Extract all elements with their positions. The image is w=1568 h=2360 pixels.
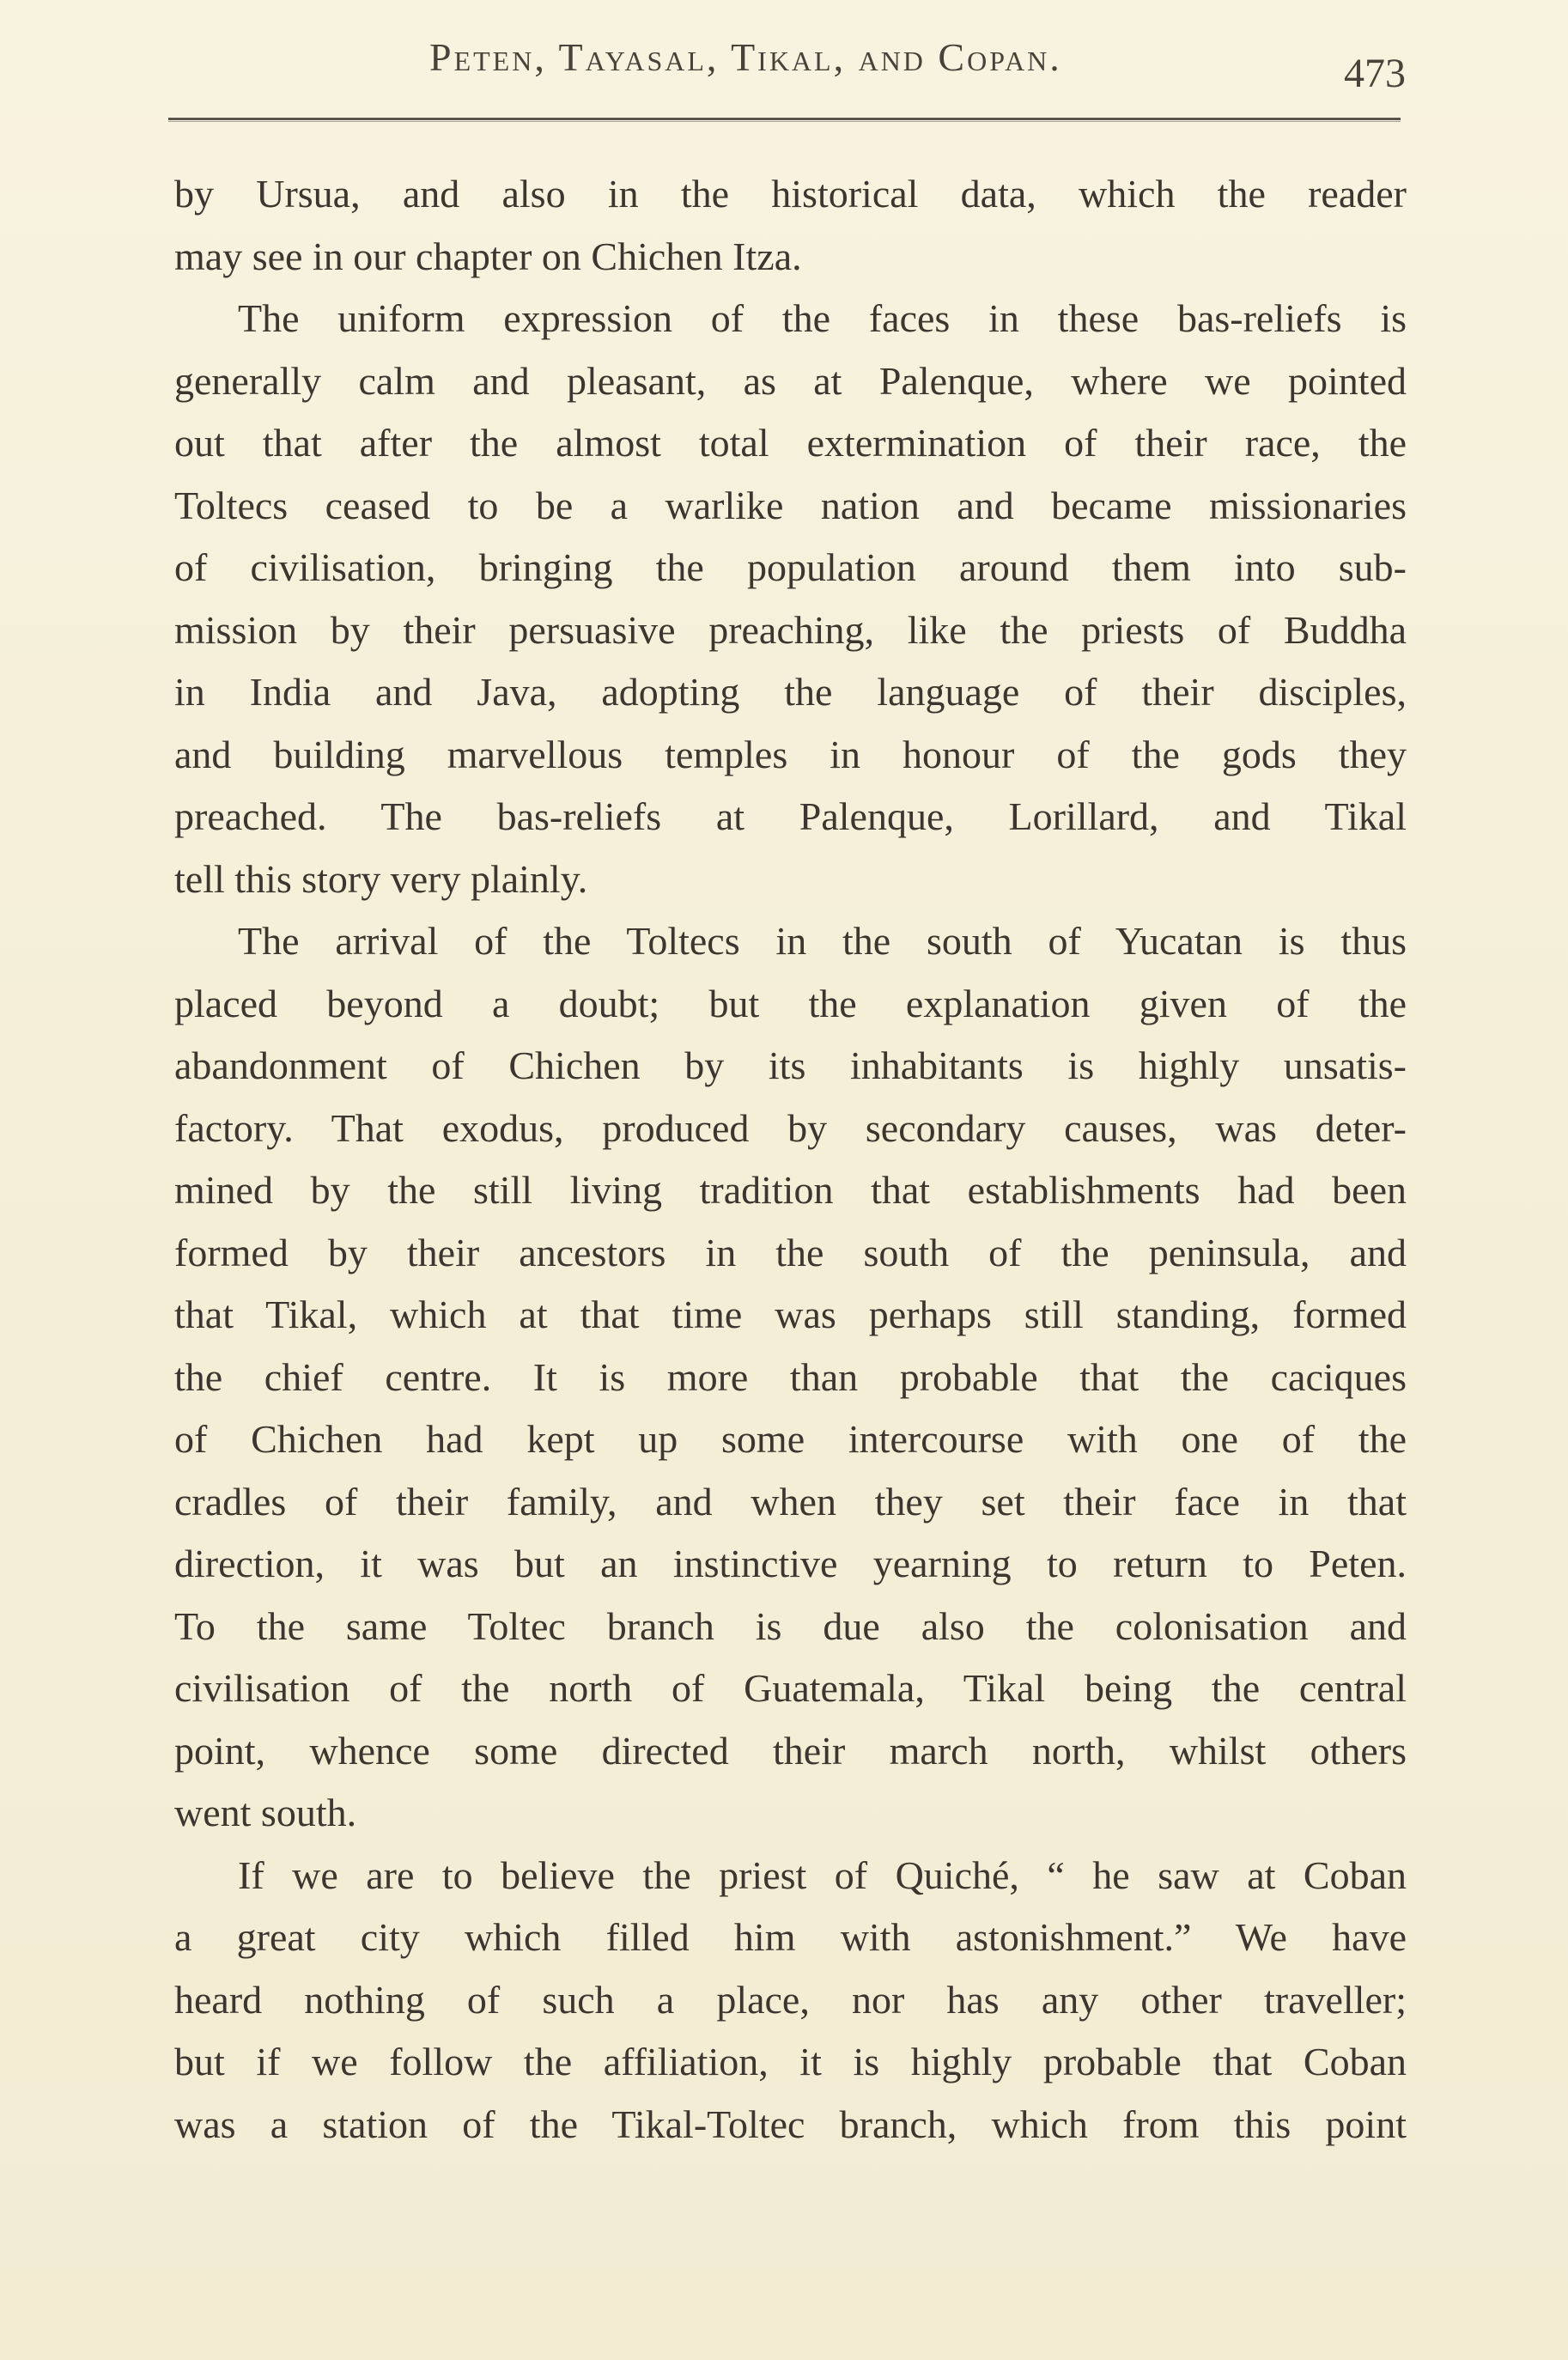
text-line: that Tikal, which at that time was perhaps still standing, formed <box>174 1293 1407 1336</box>
text-line: mined by the still living tradition that establishments had been <box>174 1168 1407 1212</box>
text-line: The uniform expression of the faces in these bas-reliefs is <box>238 296 1407 340</box>
text-line: cradles of their family, and when they set their face in that <box>174 1479 1407 1524</box>
text-line: generally calm and pleasant, as at Palenque, where we pointed <box>174 358 1407 403</box>
text-line: but if we follow the affiliation, it is highly probable that Coban <box>174 2040 1407 2083</box>
text-line: a great city which filled him with astonishment.” We have <box>174 1915 1407 1959</box>
text-line: may see in our chapter on Chichen Itza. <box>174 234 802 278</box>
text-line: in India and Java, adopting the language of their disciples, <box>174 670 1407 714</box>
header-rule-shadow <box>168 121 1401 122</box>
text-line: To the same Toltec branch is due also the colonisation and <box>174 1603 1407 1648</box>
text-line: Toltecs ceased to be a warlike nation and became missionaries <box>174 483 1407 527</box>
text-line: point, whence some directed their march north, whilst others <box>174 1728 1407 1773</box>
text-line: of civilisation, bringing the population around them into sub- <box>174 545 1407 589</box>
paragraph-2 <box>174 288 1407 910</box>
text-line: and building marvellous temples in honour of the gods they <box>174 732 1407 776</box>
page-number: 473 <box>1344 51 1406 96</box>
text-line: If we are to believe the priest of Quiché, “ he saw at Coban <box>238 1852 1407 1897</box>
text-line: preached. The bas-reliefs at Palenque, Lorillard, and Tikal <box>174 794 1407 838</box>
header-rule <box>168 118 1401 120</box>
text-line: out that after the almost total extermination of their race, the <box>174 421 1407 465</box>
text-line: heard nothing of such a place, nor has any other traveller; <box>174 1977 1407 2022</box>
paragraph-1 <box>174 163 1407 288</box>
text-line: formed by their ancestors in the south of the peninsula, and <box>174 1230 1407 1274</box>
running-head-title: Peten, Tayasal, Tikal, and Copan. <box>429 35 1062 79</box>
text-line: civilisation of the north of Guatemala, Tikal being the central <box>174 1666 1407 1710</box>
paragraph-3 <box>174 910 1407 1845</box>
body-text <box>174 163 1407 2156</box>
text-line: mission by their persuasive preaching, like the priests of Buddha <box>174 607 1407 652</box>
text-line: the chief centre. It is more than probable that the caciques <box>174 1354 1407 1399</box>
text-line: factory. That exodus, produced by secondary causes, was deter- <box>174 1105 1407 1150</box>
text-line: The arrival of the Toltecs in the south of Yucatan is thus <box>238 919 1407 963</box>
text-line: abandonment of Chichen by its inhabitants is highly unsatis- <box>174 1043 1407 1087</box>
text-line: by Ursua, and also in the historical data, which the reader <box>174 172 1407 216</box>
paragraph-4 <box>174 1845 1407 2156</box>
text-line: went south. <box>174 1791 357 1834</box>
text-line: direction, it was but an instinctive yearning to return to Peten. <box>174 1542 1407 1585</box>
text-line: of Chichen had kept up some intercourse with one of the <box>174 1417 1407 1461</box>
text-line: was a station of the Tikal-Toltec branch, which from this point <box>174 2101 1407 2146</box>
text-line: tell this story very plainly. <box>174 856 588 901</box>
text-line: placed beyond a doubt; but the explanation given of the <box>174 981 1407 1025</box>
